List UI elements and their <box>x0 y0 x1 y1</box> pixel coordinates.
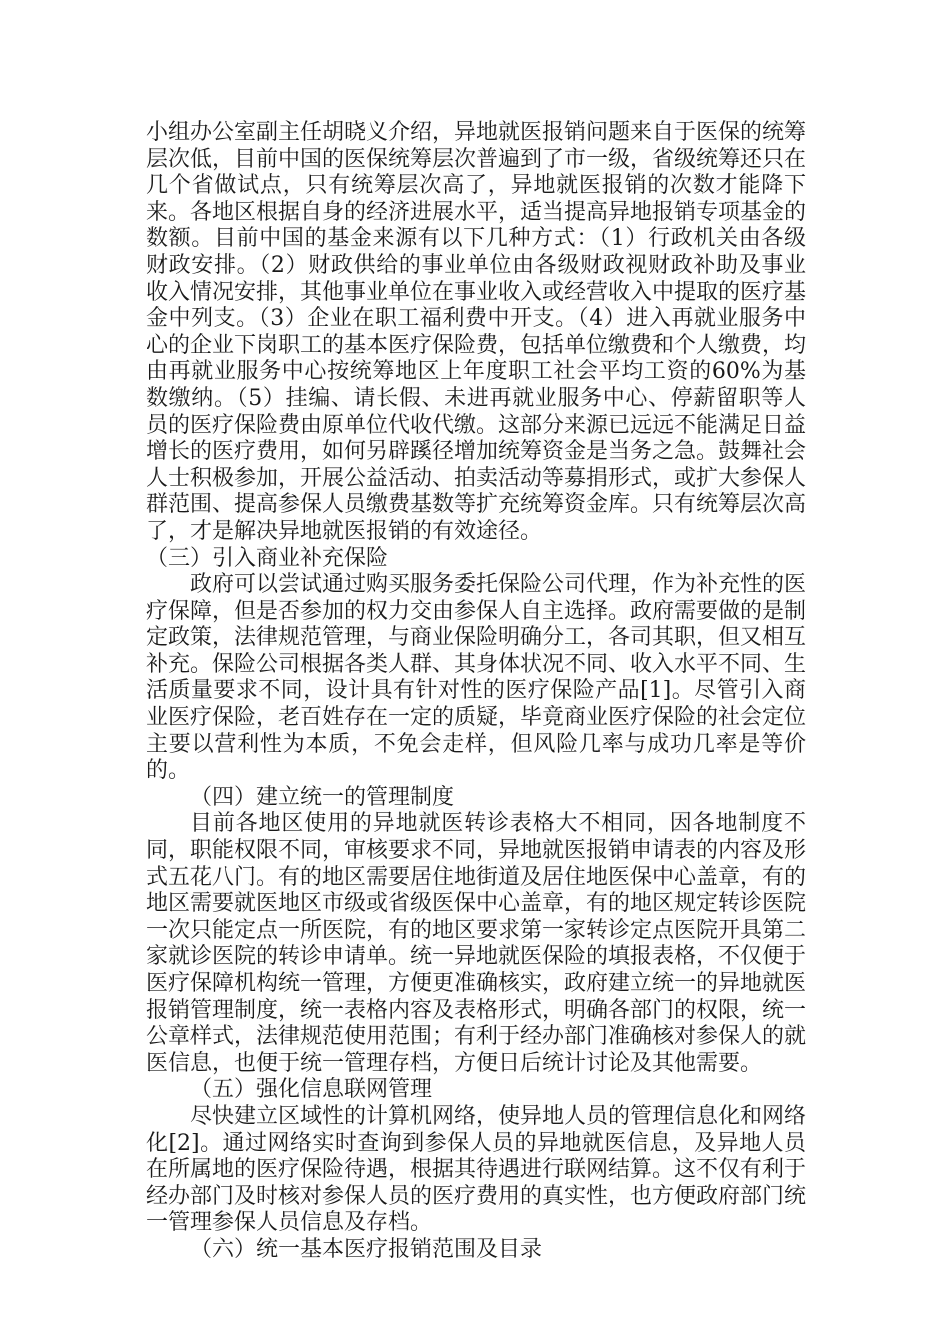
heading-unified-management: （四）建立统一的管理制度 <box>190 784 455 810</box>
paragraph-commercial-insurance: 政府可以尝试通过购买服务委托保险公司代理，作为补充性的医疗保障，但是否参加的权力交由参保人自主选择。政府需要做的是制定政策，法律规范管理，与商业保险明确分工，各司其职，但又相互补充。保险公司根据各类人群、其身体状况不同、收入水平不同、生活质量要求不同，设计具有针对性的医疗保险产品[1]。尽管引入商业医疗保险，老百姓存在一定的质疑，毕竟商业医疗保险的社会定位主要以营利性为本质，不免会走样，但风险几率与成功几率是等价的。 <box>146 572 807 784</box>
heading-network-management: （五）强化信息联网管理 <box>190 1077 433 1103</box>
heading-commercial-insurance: （三）引入商业补充保险 <box>146 545 389 571</box>
document-page <box>146 120 806 1264</box>
paragraph-unified-management: 目前各地区使用的异地就医转诊表格大不相同，因各地制度不同，职能权限不同，审核要求不同，异地就医报销申请表的内容及形式五花八门。有的地区需要居住地街道及居住地医保中心盖章，有的地区需要就医地区市级或省级医保中心盖章，有的地区规定转诊医院一次只能定点一所医院，有的地区要求第一家转诊定点医院开具第二家就诊医院的转诊申请单。统一异地就医保险的填报表格，不仅便于医疗保障机构统一管理，方便更准确核实，政府建立统一的异地就医报销管理制度，统一表格内容及表格形式，明确各部门的权限，统一公章样式，法律规范使用范围；有利于经办部门准确核对参保人的就医信息，也便于统一管理存档，方便日后统计讨论及其他需要。 <box>146 811 807 1076</box>
paragraph-funding-sources: 小组办公室副主任胡晓义介绍，异地就医报销问题来自于医保的统筹层次低，目前中国的医保统筹层次普遍到了市一级，省级统筹还只在几个省做试点，只有统筹层次高了，异地就医报销的次数才能降下来。各地区根据自身的经济进展水平，适当提高异地报销专项基金的数额。目前中国的基金来源有以下几种方式：（1）行政机关由各级财政安排。（2）财政供给的事业单位由各级财政视财政补助及事业收入情况安排，其他事业单位在事业收入或经营收入中提取的医疗基金中列支。（3）企业在职工福利费中开支。（4）进入再就业服务中心的企业下岗职工的基本医疗保险费，包括单位缴费和个人缴费，均由再就业服务中心按统筹地区上年度职工社会平均工资的60%为基数缴纳。（5）挂编、请长假、未进再就业服务中心、停薪留职等人员的医疗保险费由原单位代收代缴。这部分来源已远远不能满足日益增长的医疗费用，如何另辟蹊径增加统筹资金是当务之急。鼓舞社会人士积极参加，开展公益活动、拍卖活动等募捐形式，或扩大参保人群范围、提高参保人员缴费基数等扩充统筹资金库。只有统筹层次高了，才是解决异地就医报销的有效途径。 <box>146 120 807 544</box>
heading-reimbursement-scope: （六）统一基本医疗报销范围及目录 <box>190 1236 543 1262</box>
paragraph-network-management: 尽快建立区域性的计算机网络，使异地人员的管理信息化和网络化[2]。通过网络实时查询到参保人员的异地就医信息，及异地人员在所属地的医疗保险待遇，根据其待遇进行联网结算。这不仅有利于经办部门及时核对参保人员的医疗费用的真实性，也方便政府部门统一管理参保人员信息及存档。 <box>146 1103 807 1236</box>
